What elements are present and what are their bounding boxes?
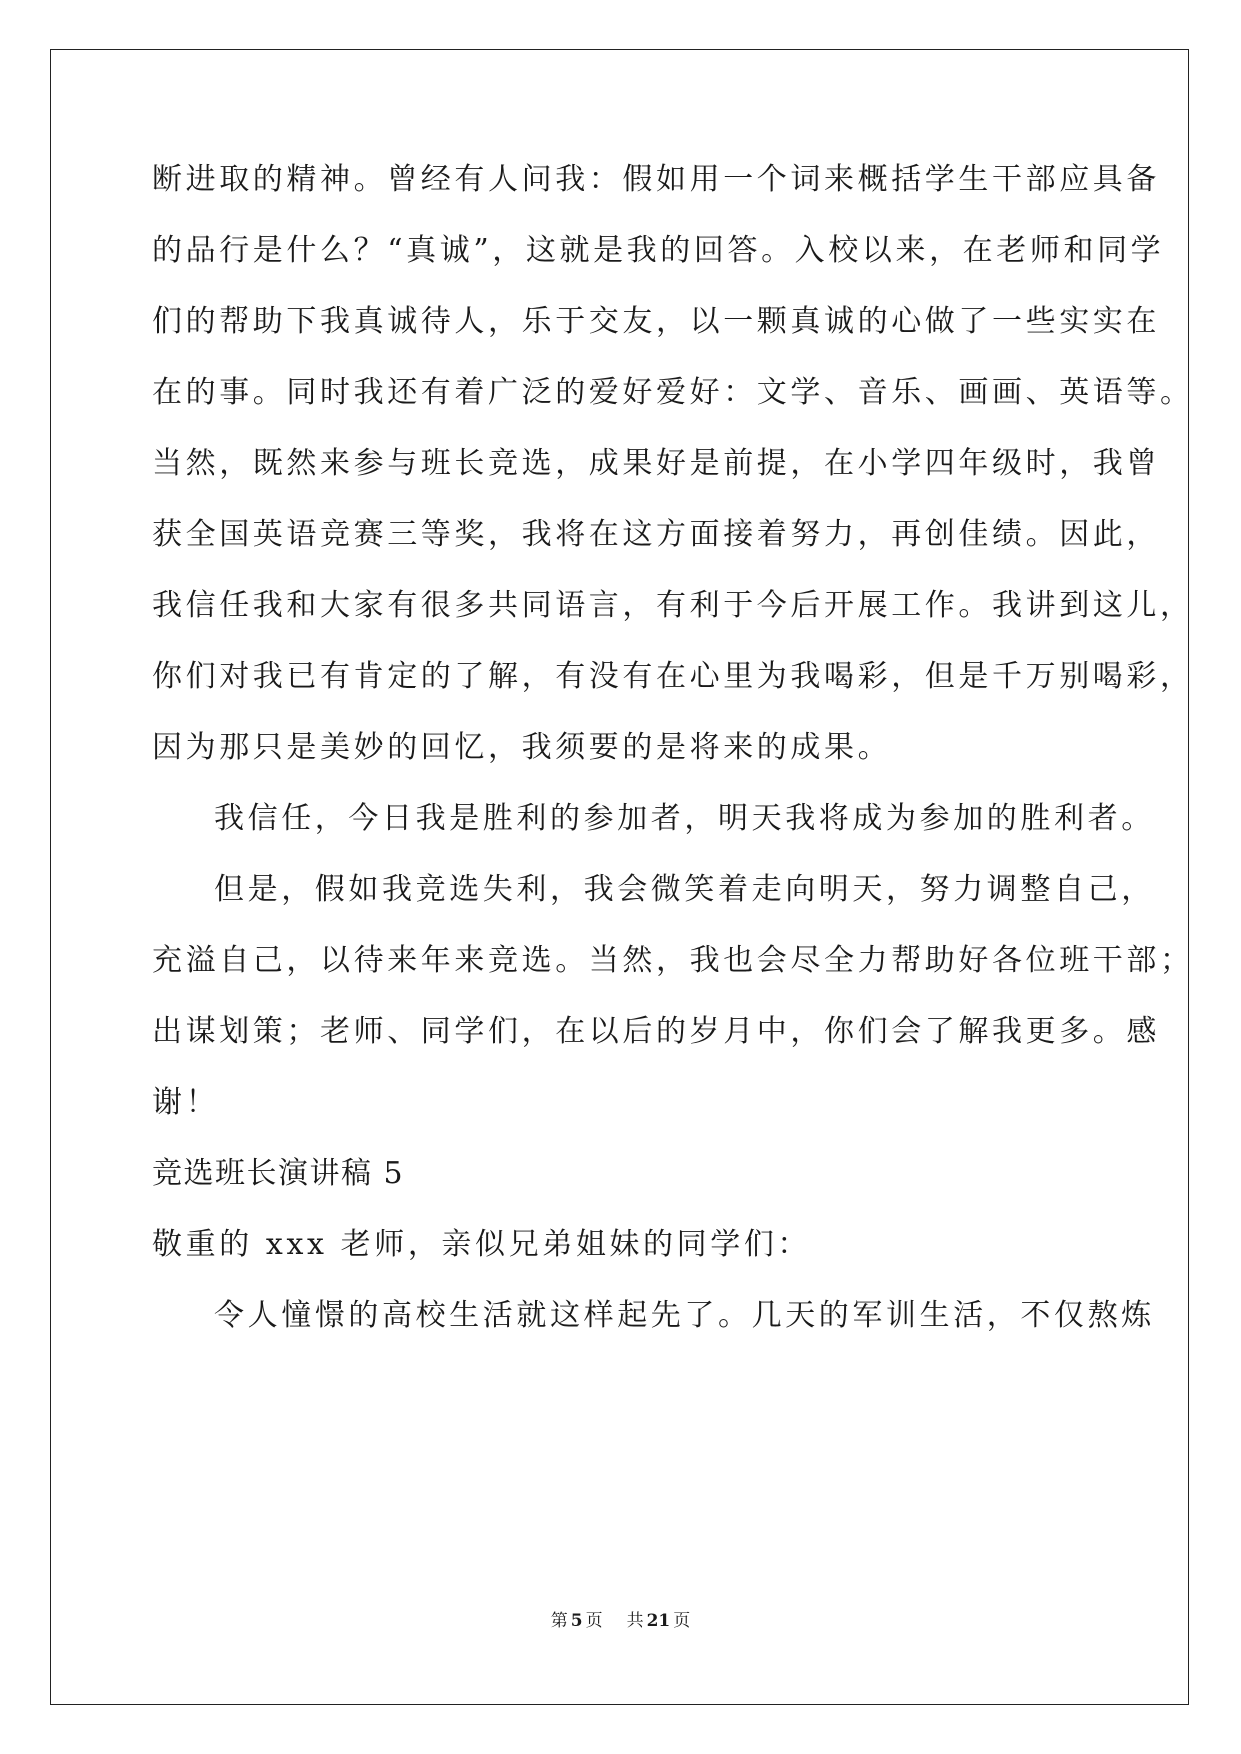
body-line: 你们对我已有肯定的了解，有没有在心里为我喝彩，但是千万别喝彩， [152, 659, 1194, 694]
page-prefix: 第 [550, 1611, 568, 1631]
body-line: 们的帮助下我真诚待人，乐于交友，以一颗真诚的心做了一些实实在 [152, 304, 1160, 339]
body-line: 获全国英语竞赛三等奖，我将在这方面接着努力，再创佳绩。因此， [152, 517, 1160, 552]
body-line: 断进取的精神。曾经有人问我：假如用一个词来概括学生干部应具备 [152, 162, 1160, 197]
salutation-line: 敬重的 xxx 老师，亲似兄弟姐妹的同学们： [152, 1227, 812, 1262]
current-page-number: 5 [570, 1611, 583, 1631]
body-line: 谢！ [152, 1085, 220, 1120]
total-prefix: 共 [626, 1611, 644, 1631]
section-heading: 竞选班长演讲稿 5 [152, 1156, 405, 1191]
body-line: 充溢自己，以待来年来竞选。当然，我也会尽全力帮助好各位班干部； [152, 943, 1194, 978]
total-page-count: 21 [646, 1611, 671, 1631]
body-line: 我信任我和大家有很多共同语言，有利于今后开展工作。我讲到这儿， [152, 588, 1194, 623]
paragraph-first-line: 我信任，今日我是胜利的参加者，明天我将成为参加的胜利者。 [214, 801, 1155, 836]
paragraph-first-line: 但是，假如我竞选失利，我会微笑着走向明天，努力调整自己， [214, 872, 1155, 907]
body-line: 出谋划策；老师、同学们，在以后的岁月中，你们会了解我更多。感 [152, 1014, 1160, 1049]
body-line: 因为那只是美妙的回忆，我须要的是将来的成果。 [152, 730, 892, 765]
page-footer [0, 1609, 1241, 1633]
total-suffix: 页 [673, 1611, 691, 1631]
body-line: 的品行是什么？“真诚”，这就是我的回答。入校以来，在老师和同学 [152, 233, 1165, 268]
body-line: 当然，既然来参与班长竞选，成果好是前提，在小学四年级时，我曾 [152, 446, 1160, 481]
page-suffix: 页 [585, 1611, 603, 1631]
paragraph-first-line: 令人憧憬的高校生活就这样起先了。几天的军训生活，不仅熬炼 [214, 1298, 1155, 1333]
body-line: 在的事。同时我还有着广泛的爱好爱好：文学、音乐、画画、英语等。 [152, 375, 1194, 410]
